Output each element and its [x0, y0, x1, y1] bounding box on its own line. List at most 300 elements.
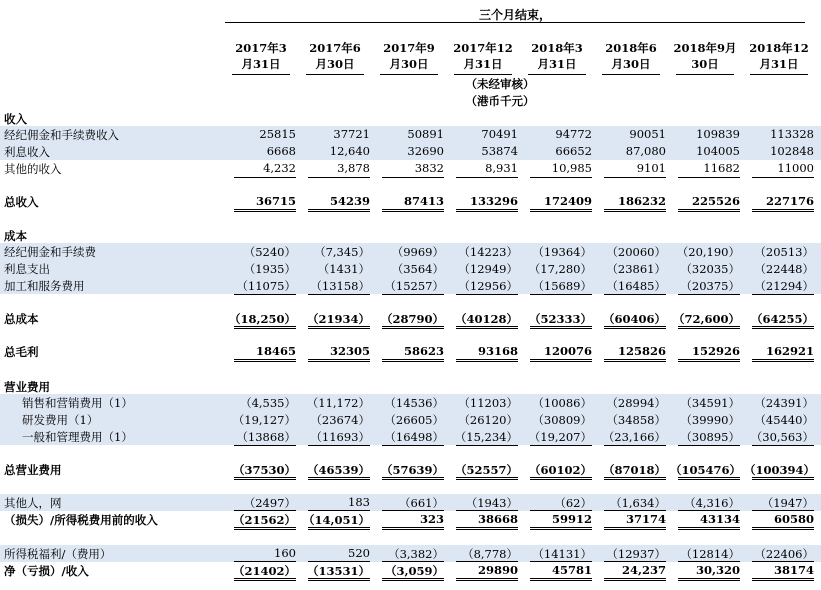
value-cell: 120076: [543, 344, 592, 358]
total-double-rule: [752, 477, 814, 480]
section-heading-row: [0, 227, 821, 244]
subtotal-rule: [234, 561, 296, 562]
value-cell: 32690: [407, 144, 444, 158]
value-cell: （17,280）: [528, 262, 592, 276]
total-double-rule: [456, 359, 518, 362]
table-row: [0, 411, 821, 428]
value-cell: （26120）: [458, 413, 518, 427]
subtotal-rule: [678, 177, 740, 178]
value-cell: （34591）: [680, 396, 740, 410]
value-cell: 18465: [255, 344, 296, 358]
value-cell: （19,127）: [232, 413, 296, 427]
subtotal-rule: [752, 561, 814, 562]
value-cell: （12937）: [606, 547, 666, 561]
value-cell: （37530）: [232, 463, 296, 477]
column-header-line: 2017年9: [383, 41, 435, 55]
total-double-rule: [308, 359, 370, 362]
column-header-underline: [750, 74, 808, 75]
total-row: [0, 562, 821, 579]
column-header-line: 月30日: [315, 57, 355, 71]
total-row: [0, 343, 821, 360]
subtotal-rule: [456, 445, 518, 446]
value-cell: （16485）: [606, 279, 666, 293]
unaudited-note: （未经审核）: [465, 77, 535, 91]
column-header-line: 2018年6: [605, 41, 657, 55]
value-cell: （64255）: [750, 312, 814, 326]
table-row: [0, 260, 821, 277]
value-cell: （34858）: [606, 413, 666, 427]
subtotal-rule: [530, 294, 592, 295]
value-cell: （30895）: [680, 430, 740, 444]
value-cell: （24391）: [754, 396, 814, 410]
value-cell: （3,382）: [388, 547, 444, 561]
total-double-rule: [678, 477, 740, 480]
subtotal-rule: [308, 294, 370, 295]
value-cell: 37721: [333, 127, 370, 141]
currency-note: （港币千元）: [465, 94, 535, 108]
value-cell: （20375）: [680, 279, 740, 293]
total-row: [0, 511, 821, 528]
value-cell: （1935）: [243, 262, 296, 276]
total-double-rule: [382, 527, 444, 530]
subtotal-rule: [234, 445, 296, 446]
subtotal-rule: [678, 510, 740, 511]
table-row: [0, 126, 821, 143]
row-label: 总收入: [4, 195, 39, 209]
value-cell: （1943）: [465, 496, 518, 510]
value-cell: （22406）: [754, 547, 814, 561]
column-header-line: 2017年12: [453, 41, 513, 55]
row-label: 营业费用: [4, 380, 50, 394]
subtotal-rule: [308, 445, 370, 446]
total-double-rule: [308, 578, 370, 581]
subtotal-rule: [456, 294, 518, 295]
value-cell: （11,172）: [306, 396, 370, 410]
value-cell: 60580: [773, 512, 814, 526]
value-cell: （39990）: [680, 413, 740, 427]
total-double-rule: [530, 326, 592, 329]
subtotal-rule: [604, 294, 666, 295]
value-cell: （40128）: [454, 312, 518, 326]
table-row: [0, 494, 821, 511]
value-cell: 58623: [403, 344, 444, 358]
value-cell: 38668: [477, 512, 518, 526]
value-cell: 29890: [477, 563, 518, 577]
value-cell: （72,600）: [672, 312, 740, 326]
row-label: 总成本: [4, 312, 39, 326]
subtotal-rule: [456, 177, 518, 178]
value-cell: 8,931: [485, 161, 518, 175]
total-double-rule: [234, 477, 296, 480]
row-label: 销售和营销费用（1）: [22, 396, 133, 410]
subtotal-rule: [604, 445, 666, 446]
subtotal-rule: [530, 561, 592, 562]
value-cell: 6668: [266, 144, 296, 158]
value-cell: （60406）: [602, 312, 666, 326]
value-cell: （1947）: [761, 496, 814, 510]
total-double-rule: [678, 326, 740, 329]
value-cell: （3564）: [391, 262, 444, 276]
column-header: [450, 40, 516, 72]
column-header: [672, 40, 738, 72]
value-cell: 3832: [414, 161, 444, 175]
column-header-underline: [602, 74, 660, 75]
total-double-rule: [530, 527, 592, 530]
value-cell: （52557）: [454, 463, 518, 477]
value-cell: （11693）: [310, 430, 370, 444]
value-cell: （57639）: [380, 463, 444, 477]
period-title: 三个月结束，: [478, 8, 551, 22]
subtotal-rule: [308, 510, 370, 511]
value-cell: 323: [419, 512, 444, 526]
value-cell: （23,166）: [602, 430, 666, 444]
column-header: [524, 40, 590, 72]
value-cell: 162921: [765, 344, 814, 358]
value-cell: 172409: [543, 194, 592, 208]
value-cell: （12814）: [680, 547, 740, 561]
column-header: [228, 40, 294, 72]
table-row: [0, 160, 821, 177]
value-cell: （23861）: [606, 262, 666, 276]
value-cell: 87413: [403, 194, 444, 208]
value-cell: （20060）: [606, 245, 666, 259]
value-cell: 87,080: [625, 144, 666, 158]
value-cell: 43134: [699, 512, 740, 526]
column-header-line: 月31日: [463, 57, 503, 71]
value-cell: 66652: [555, 144, 592, 158]
value-cell: （13868）: [236, 430, 296, 444]
value-cell: 125826: [617, 344, 666, 358]
value-cell: （1431）: [317, 262, 370, 276]
value-cell: 38174: [773, 563, 814, 577]
value-cell: （20,190）: [676, 245, 740, 259]
total-double-rule: [456, 578, 518, 581]
row-label: 一般和管理费用（1）: [22, 430, 133, 444]
column-header-line: 月31日: [241, 57, 281, 71]
row-label: （损失）/所得税费用前的收入: [4, 513, 158, 527]
total-double-rule: [752, 527, 814, 530]
subtotal-rule: [382, 510, 444, 511]
total-double-rule: [382, 359, 444, 362]
row-label: 成本: [4, 229, 27, 243]
section-heading-row: [0, 110, 821, 127]
total-double-rule: [604, 209, 666, 212]
column-header-line: 30日: [691, 57, 719, 71]
value-cell: 183: [348, 495, 370, 509]
subtotal-rule: [456, 561, 518, 562]
value-cell: 12,640: [329, 144, 370, 158]
subtotal-rule: [678, 294, 740, 295]
column-header: [746, 40, 812, 72]
column-header-line: 月30日: [389, 57, 429, 71]
total-double-rule: [234, 209, 296, 212]
value-cell: （105476）: [670, 463, 742, 477]
column-header: [302, 40, 368, 72]
row-label: 经纪佣金和手续费: [4, 245, 96, 259]
table-row: [0, 143, 821, 160]
value-cell: 133296: [469, 194, 518, 208]
column-header-line: 2017年6: [309, 41, 361, 55]
value-cell: 30,320: [695, 563, 740, 577]
value-cell: （15689）: [532, 279, 592, 293]
subtotal-rule: [234, 177, 296, 178]
subtotal-rule: [308, 561, 370, 562]
value-cell: 59912: [551, 512, 592, 526]
total-double-rule: [382, 578, 444, 581]
value-cell: （5240）: [243, 245, 296, 259]
total-double-rule: [678, 209, 740, 212]
subtotal-rule: [530, 445, 592, 446]
subtotal-rule: [678, 445, 740, 446]
value-cell: 25815: [259, 127, 296, 141]
value-cell: 11000: [777, 161, 814, 175]
value-cell: （13531）: [306, 564, 370, 578]
value-cell: （19364）: [532, 245, 592, 259]
total-double-rule: [382, 477, 444, 480]
total-double-rule: [678, 359, 740, 362]
value-cell: 10,985: [551, 161, 592, 175]
subtotal-rule: [234, 510, 296, 511]
column-header: [376, 40, 442, 72]
row-label: 总营业费用: [4, 463, 62, 477]
value-cell: （30,563）: [750, 430, 814, 444]
value-cell: （14131）: [532, 547, 592, 561]
value-cell: （9969）: [391, 245, 444, 259]
column-header-line: 2017年3: [235, 41, 287, 55]
row-label: 利息支出: [4, 262, 50, 276]
table-row: [0, 428, 821, 445]
row-label: 收入: [4, 112, 27, 126]
value-cell: 109839: [696, 127, 740, 141]
value-cell: 225526: [691, 194, 740, 208]
value-cell: （4,535）: [240, 396, 296, 410]
column-header-line: 月31日: [537, 57, 577, 71]
column-header-underline: [676, 74, 734, 75]
subtotal-rule: [604, 177, 666, 178]
value-cell: （21562）: [232, 513, 296, 527]
value-cell: 70491: [481, 127, 518, 141]
subtotal-rule: [382, 561, 444, 562]
total-double-rule: [382, 326, 444, 329]
total-double-rule: [382, 209, 444, 212]
subtotal-rule: [604, 510, 666, 511]
value-cell: 53874: [481, 144, 518, 158]
column-header-underline: [232, 74, 290, 75]
table-row: [0, 394, 821, 411]
total-double-rule: [530, 477, 592, 480]
value-cell: （661）: [399, 496, 444, 510]
total-double-rule: [308, 209, 370, 212]
value-cell: 90051: [629, 127, 666, 141]
subtotal-rule: [456, 510, 518, 511]
total-double-rule: [308, 326, 370, 329]
column-header-underline: [454, 74, 512, 75]
value-cell: 152926: [691, 344, 740, 358]
value-cell: （7,345）: [314, 245, 370, 259]
column-header-underline: [306, 74, 364, 75]
value-cell: （18,250）: [228, 312, 296, 326]
row-label: 加工和服务费用: [4, 279, 85, 293]
value-cell: （46539）: [306, 463, 370, 477]
header-rule: [225, 22, 805, 23]
row-label: 研发费用（1）: [22, 413, 99, 427]
value-cell: 24,237: [621, 563, 666, 577]
total-double-rule: [604, 359, 666, 362]
value-cell: （32035）: [680, 262, 740, 276]
value-cell: 36715: [255, 194, 296, 208]
subtotal-rule: [382, 177, 444, 178]
value-cell: （1,634）: [610, 496, 666, 510]
value-cell: （87018）: [602, 463, 666, 477]
value-cell: 9101: [636, 161, 666, 175]
row-label: 利息收入: [4, 145, 50, 159]
value-cell: （100394）: [744, 463, 816, 477]
row-label: 其他的收入: [4, 162, 62, 176]
total-double-rule: [604, 477, 666, 480]
value-cell: （15257）: [384, 279, 444, 293]
value-cell: 520: [348, 546, 370, 560]
value-cell: 3,878: [337, 161, 370, 175]
value-cell: （20513）: [754, 245, 814, 259]
total-double-rule: [456, 209, 518, 212]
value-cell: 4,232: [263, 161, 296, 175]
value-cell: 186232: [617, 194, 666, 208]
value-cell: 104005: [696, 144, 740, 158]
total-double-rule: [752, 326, 814, 329]
subtotal-rule: [752, 294, 814, 295]
value-cell: （10086）: [532, 396, 592, 410]
total-double-rule: [234, 527, 296, 530]
row-label: 所得税福利/（费用）: [4, 547, 112, 561]
total-double-rule: [752, 359, 814, 362]
value-cell: （16498）: [384, 430, 444, 444]
total-double-rule: [308, 527, 370, 530]
value-cell: 50891: [407, 127, 444, 141]
column-header-underline: [528, 74, 586, 75]
value-cell: 102848: [770, 144, 814, 158]
total-double-rule: [678, 527, 740, 530]
value-cell: （28994）: [606, 396, 666, 410]
value-cell: （45440）: [754, 413, 814, 427]
total-double-rule: [678, 578, 740, 581]
column-header-line: 月31日: [759, 57, 799, 71]
value-cell: 113328: [770, 127, 814, 141]
column-header-underline: [380, 74, 438, 75]
row-label: 总毛利: [4, 345, 39, 359]
value-cell: （22448）: [754, 262, 814, 276]
table-row: [0, 277, 821, 294]
section-heading-row: [0, 378, 821, 395]
total-double-rule: [530, 578, 592, 581]
row-label: 其他人，网: [4, 496, 62, 510]
value-cell: （21402）: [232, 564, 296, 578]
value-cell: 227176: [765, 194, 814, 208]
total-double-rule: [604, 578, 666, 581]
total-double-rule: [604, 326, 666, 329]
row-label: 经纪佣金和手续费收入: [4, 128, 119, 142]
value-cell: （28790）: [380, 312, 444, 326]
subtotal-rule: [752, 177, 814, 178]
subtotal-rule: [382, 294, 444, 295]
subtotal-rule: [234, 294, 296, 295]
value-cell: 54239: [329, 194, 370, 208]
subtotal-rule: [604, 561, 666, 562]
value-cell: （14,051）: [302, 513, 370, 527]
subtotal-rule: [530, 177, 592, 178]
subtotal-rule: [530, 510, 592, 511]
value-cell: （4,316）: [684, 496, 740, 510]
value-cell: （62）: [554, 496, 592, 510]
column-header: [598, 40, 664, 72]
value-cell: （19,207）: [528, 430, 592, 444]
value-cell: （2497）: [243, 496, 296, 510]
total-double-rule: [752, 209, 814, 212]
total-double-rule: [456, 527, 518, 530]
column-header-line: 月30日: [611, 57, 651, 71]
value-cell: （12956）: [458, 279, 518, 293]
total-double-rule: [456, 326, 518, 329]
total-row: [0, 310, 821, 327]
value-cell: （11075）: [236, 279, 296, 293]
value-cell: 32305: [329, 344, 370, 358]
table-row: [0, 243, 821, 260]
subtotal-rule: [382, 445, 444, 446]
total-row: [0, 193, 821, 210]
value-cell: （21294）: [754, 279, 814, 293]
value-cell: （21934）: [306, 312, 370, 326]
value-cell: （52333）: [528, 312, 592, 326]
row-label: 净（亏损）/收入: [4, 564, 89, 578]
value-cell: 160: [274, 546, 296, 560]
value-cell: （13158）: [310, 279, 370, 293]
subtotal-rule: [678, 561, 740, 562]
column-header-line: 2018年9月: [673, 41, 737, 55]
value-cell: 45781: [551, 563, 592, 577]
value-cell: （11203）: [458, 396, 518, 410]
column-header-line: 2018年3: [531, 41, 583, 55]
total-double-rule: [234, 578, 296, 581]
subtotal-rule: [308, 177, 370, 178]
total-double-rule: [308, 477, 370, 480]
value-cell: （8,778）: [462, 547, 518, 561]
value-cell: （15,234）: [454, 430, 518, 444]
value-cell: （23674）: [310, 413, 370, 427]
value-cell: 11682: [703, 161, 740, 175]
value-cell: （30809）: [532, 413, 592, 427]
value-cell: （14223）: [458, 245, 518, 259]
value-cell: 94772: [555, 127, 592, 141]
value-cell: 93168: [477, 344, 518, 358]
value-cell: （3,059）: [384, 564, 444, 578]
table-row: [0, 545, 821, 562]
column-header-line: 2018年12: [749, 41, 809, 55]
total-row: [0, 461, 821, 478]
subtotal-rule: [752, 510, 814, 511]
total-double-rule: [456, 477, 518, 480]
total-double-rule: [234, 326, 296, 329]
total-double-rule: [604, 527, 666, 530]
total-double-rule: [752, 578, 814, 581]
total-double-rule: [530, 209, 592, 212]
subtotal-rule: [752, 445, 814, 446]
value-cell: （60102）: [528, 463, 592, 477]
value-cell: （26605）: [384, 413, 444, 427]
total-double-rule: [530, 359, 592, 362]
value-cell: （14536）: [384, 396, 444, 410]
total-double-rule: [234, 359, 296, 362]
value-cell: 37174: [625, 512, 666, 526]
value-cell: （12949）: [458, 262, 518, 276]
